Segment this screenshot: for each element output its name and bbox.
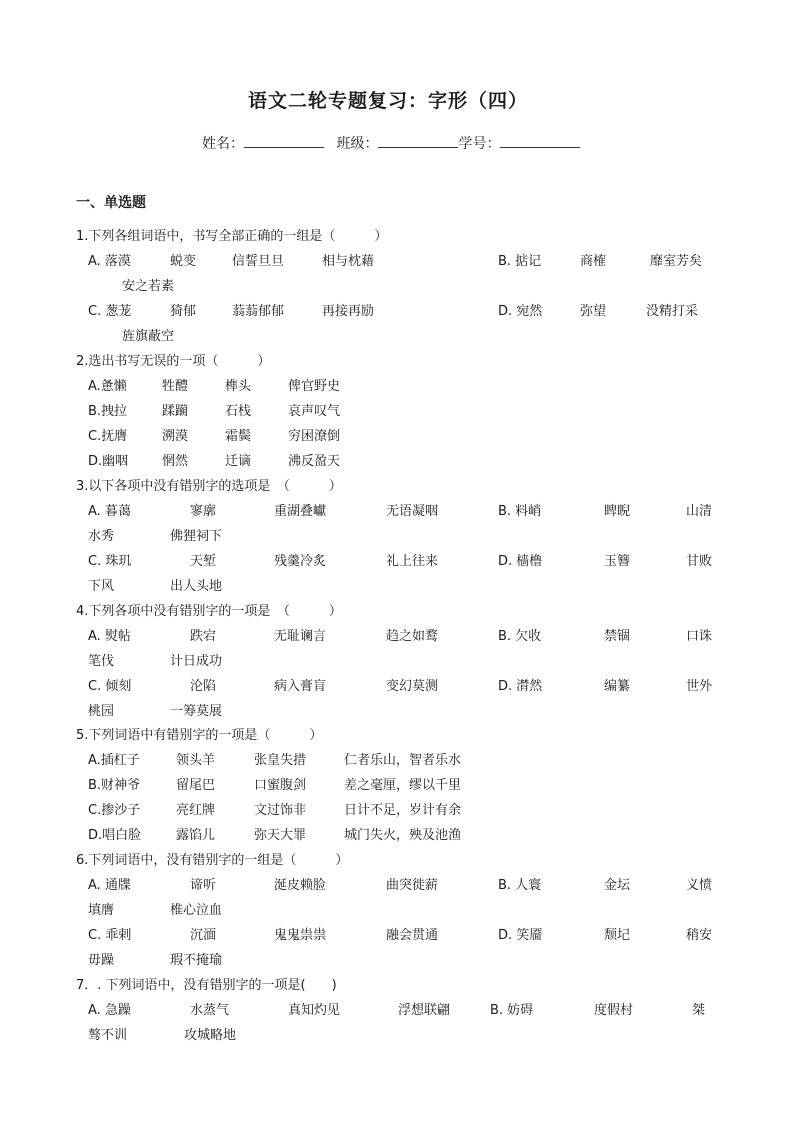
option-word: 猗郁 [170, 304, 197, 319]
option-d: D.幽咽 [88, 454, 129, 469]
student-info [202, 133, 580, 153]
option-word: 下风 [88, 579, 115, 594]
option-word: 桀 [692, 1003, 706, 1018]
option-word: 亮红牌 [176, 803, 216, 818]
option-word: 编纂 [604, 679, 631, 694]
option-word: 仁者乐山，智者乐水 [344, 753, 462, 768]
option-b: B. 人寰 [498, 878, 542, 893]
option-word: 安之若素 [122, 279, 175, 294]
option-c: C. 乖剌 [88, 928, 132, 943]
option-word: 没精打采 [646, 304, 699, 319]
option-word: 石栈 [225, 404, 252, 419]
option-word: 椎心泣血 [170, 903, 223, 918]
option-word: 溯漠 [162, 429, 189, 444]
option-word: 笔伐 [88, 654, 115, 669]
option-word: 城门失火，殃及池渔 [344, 828, 462, 843]
option-word: 俾官野史 [288, 379, 341, 394]
option-word: 弥望 [580, 304, 607, 319]
id-label: 学号： [458, 136, 501, 152]
option-word: 涎皮赖脸 [274, 878, 327, 893]
option-word: 寥廓 [190, 504, 217, 519]
question-stem: 7．. 下列词语中，没有错别字的一项是( ) [76, 978, 337, 993]
option-b: B. 掂记 [498, 254, 542, 269]
option-word: 稍安 [686, 928, 713, 943]
option-a: A. 落漠 [88, 254, 131, 269]
option-a: A. 熨帖 [88, 629, 131, 644]
option-word: 骜不训 [88, 1028, 128, 1043]
option-word: 水秀 [88, 529, 115, 544]
option-word: 榫头 [225, 379, 252, 394]
option-word: 口蜜腹剑 [254, 778, 307, 793]
class-blank[interactable] [378, 133, 458, 148]
option-d: D. 宛然 [498, 304, 543, 319]
option-word: 文过饰非 [254, 803, 307, 818]
option-word: 重湖叠巘 [274, 504, 327, 519]
option-word: 蹂躏 [162, 404, 189, 419]
option-word: 世外 [686, 679, 713, 694]
option-word: 惘然 [162, 454, 189, 469]
question-stem: 3.以下各项中没有错别字的选项是 （ ） [76, 479, 342, 494]
question-stem: 1.下列各组词语中，书写全部正确的一组是（ ） [76, 229, 388, 244]
option-word: 口诛 [686, 629, 713, 644]
option-word: 相与枕藉 [322, 254, 375, 269]
option-b: B. 料峭 [498, 504, 542, 519]
option-a: A. 暮蔼 [88, 504, 131, 519]
option-b: B.拽拉 [88, 404, 128, 419]
option-d: D. 樯橹 [498, 554, 543, 569]
option-word: 谛听 [190, 878, 217, 893]
option-word: 融会贯通 [386, 928, 439, 943]
option-word: 穷困潦倒 [288, 429, 341, 444]
option-c: C.掺沙子 [88, 803, 141, 818]
option-word: 计日成功 [170, 654, 223, 669]
name-label: 姓名： [202, 136, 244, 152]
option-word: 旌旗蔽空 [122, 329, 175, 344]
option-word: 蓊蓊郁郁 [232, 304, 285, 319]
option-word: 病入膏肓 [274, 679, 327, 694]
option-word: 哀声叹气 [288, 404, 341, 419]
option-word: 沸反盈天 [288, 454, 341, 469]
option-word: 佛狸祠下 [170, 529, 223, 544]
option-word: 义愤 [686, 878, 713, 893]
option-word: 浮想联翩 [398, 1003, 451, 1018]
option-a: A.插杠子 [88, 753, 140, 768]
option-word: 信誓旦旦 [232, 254, 285, 269]
option-c: C. 葱茏 [88, 304, 132, 319]
question-stem: 2.选出书写无误的一项（ ） [76, 354, 271, 369]
option-a: A.惫懒 [88, 379, 127, 394]
option-word: 睥睨 [604, 504, 631, 519]
option-word: 曲突徙薪 [386, 878, 439, 893]
option-word: 牲醴 [162, 379, 189, 394]
page-title: 语文二轮专题复习：字形（四） [248, 90, 529, 112]
question-stem: 5.下列词语中有错别字的一项是（ ） [76, 728, 323, 743]
option-word: 张皇失措 [254, 753, 307, 768]
option-word: 再接再励 [322, 304, 375, 319]
option-word: 甘败 [686, 554, 713, 569]
option-word: 山清 [686, 504, 713, 519]
option-word: 颓圮 [604, 928, 631, 943]
option-word: 天堑 [190, 554, 217, 569]
option-word: 一筹莫展 [170, 704, 223, 719]
option-word: 真知灼见 [288, 1003, 341, 1018]
option-a: A. 急躁 [88, 1003, 131, 1018]
option-word: 留尾巴 [176, 778, 216, 793]
option-word: 蜕变 [170, 254, 197, 269]
option-word: 商榷 [580, 254, 607, 269]
option-word: 霜鬓 [225, 429, 252, 444]
option-d: D.唱白脸 [88, 828, 142, 843]
option-word: 跌宕 [190, 629, 217, 644]
question-stem: 4.下列各项中没有错别字的一项是 （ ） [76, 604, 342, 619]
option-word: 沦陷 [190, 679, 217, 694]
option-d: D. 笑靥 [498, 928, 543, 943]
option-c: C. 珠玑 [88, 554, 132, 569]
question-stem: 6.下列词语中，没有错别字的一组是（ ） [76, 853, 349, 868]
option-word: 靡室芳矣 [650, 254, 703, 269]
option-a: A. 通牒 [88, 878, 131, 893]
option-word: 无语凝咽 [386, 504, 439, 519]
option-c: C. 倾刻 [88, 679, 132, 694]
option-d: D. 潸然 [498, 679, 543, 694]
option-c: C.抚膺 [88, 429, 128, 444]
option-word: 玉簪 [604, 554, 631, 569]
option-word: 出人头地 [170, 579, 223, 594]
option-word: 差之毫厘，缪以千里 [344, 778, 462, 793]
option-word: 礼上往来 [386, 554, 439, 569]
option-word: 金坛 [604, 878, 631, 893]
name-blank[interactable] [244, 133, 324, 148]
option-word: 日计不足，岁计有余 [344, 803, 462, 818]
option-word: 变幻莫测 [386, 679, 439, 694]
option-word: 沉湎 [190, 928, 217, 943]
option-word: 残羹冷炙 [274, 554, 327, 569]
option-b: B. 欠收 [498, 629, 542, 644]
option-word: 无耻谰言 [274, 629, 327, 644]
option-word: 趋之如鹜 [386, 629, 439, 644]
option-word: 度假村 [594, 1003, 634, 1018]
option-word: 瑕不掩瑜 [170, 953, 223, 968]
id-blank[interactable] [500, 133, 580, 148]
option-word: 毋躁 [88, 953, 115, 968]
option-b: B.财神爷 [88, 778, 141, 793]
section-heading: 一、单选题 [76, 195, 146, 211]
option-b: B. 妨碍 [490, 1003, 534, 1018]
option-word: 攻城略地 [184, 1028, 237, 1043]
option-word: 水蒸气 [190, 1003, 230, 1018]
option-word: 桃园 [88, 704, 115, 719]
option-word: 填膺 [88, 903, 115, 918]
class-label: 班级： [336, 136, 379, 152]
option-word: 禁锢 [604, 629, 631, 644]
option-word: 迁谪 [225, 454, 252, 469]
option-word: 领头羊 [176, 753, 216, 768]
option-word: 露馅儿 [176, 828, 216, 843]
option-word: 鬼鬼祟祟 [274, 928, 327, 943]
option-word: 弥天大罪 [254, 828, 307, 843]
